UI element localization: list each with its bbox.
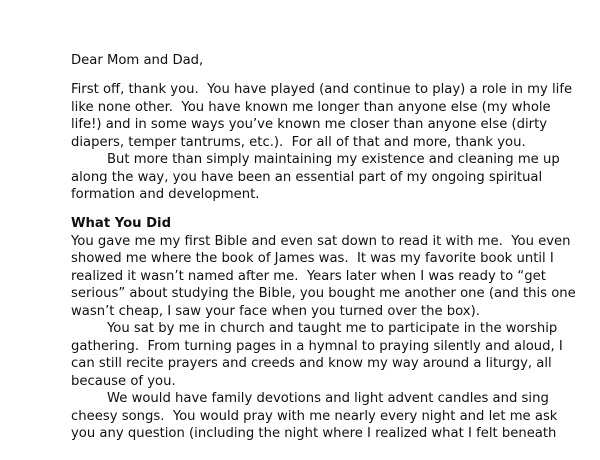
section-line-3: realized it wasn’t named after me. Years later when I was ready to “get — [71, 268, 546, 284]
section-line-5: wasn’t cheap, I saw your face when you turned over the box). — [71, 303, 480, 319]
section-line-9: because of you. — [71, 373, 176, 389]
salutation: Dear Mom and Dad, — [71, 53, 204, 68]
section-line-7: gathering. From turning pages in a hymnal to praying silently and aloud, I — [71, 338, 563, 354]
section-line-8: can still recite prayers and creeds and know my way around a liturgy, all — [71, 356, 552, 371]
section-heading: What You Did — [71, 216, 172, 231]
intro-continuation-line-3: formation and development. — [71, 187, 260, 202]
section-line-2: showed me where the book of James was. It was my favorite book until I — [71, 251, 554, 266]
intro-continuation-line-1: But more than simply maintaining my existence and cleaning me up — [107, 152, 560, 167]
intro-line-3: life!) and in some ways you’ve known me closer than anyone else (dirty — [71, 117, 548, 132]
intro-line-4: diapers, temper tantrums, etc.). For all of that and more, thank you. — [71, 134, 526, 150]
intro-line-2: like none other. You have known me longer than anyone else (my whole — [71, 99, 551, 115]
section-line-6: You sat by me in church and taught me to participate in the worship — [107, 321, 558, 336]
section-line-11: cheesy songs. You would pray with me nearly every night and let me ask — [71, 408, 558, 424]
section-line-4: serious” about studying the Bible, you bought me another one (and this one — [71, 286, 576, 301]
section-line-12: you any question (including the night where I realized what I felt beneath — [71, 426, 557, 441]
intro-line-1: First off, thank you. You have played (and continue to play) a role in my life — [71, 82, 573, 97]
section-line-10: We would have family devotions and light advent candles and sing — [107, 391, 549, 406]
intro-continuation-line-2: along the way, you have been an essential part of my ongoing spiritual — [71, 169, 543, 185]
section-line-1: You gave me my first Bible and even sat down to read it with me. You even — [71, 233, 571, 249]
